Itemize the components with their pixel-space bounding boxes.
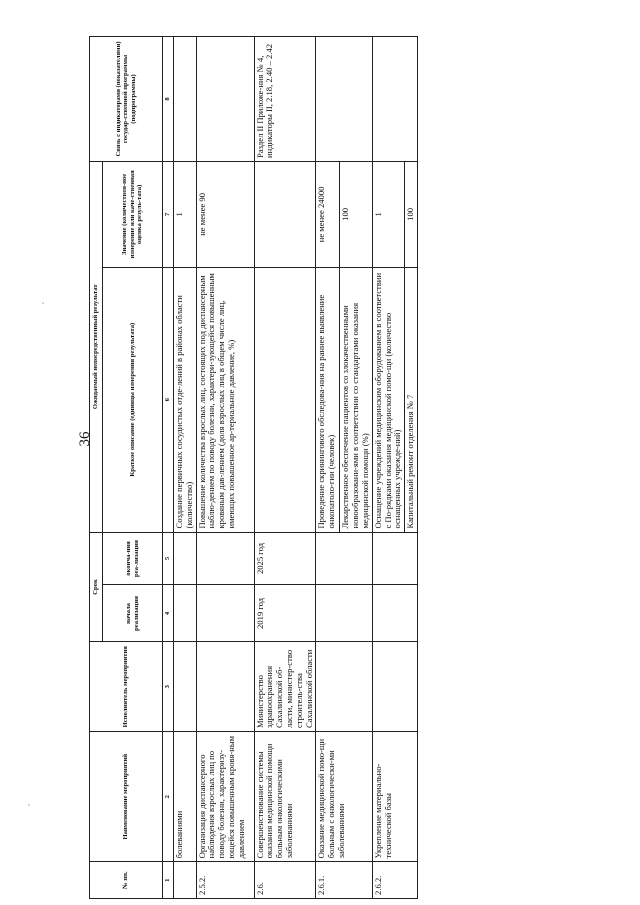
result-desc: Создание первичных сосудистых отде-лений в районах области (количество)	[174, 267, 197, 532]
rotated-table-page	[89, 36, 416, 899]
row-num	[174, 862, 197, 899]
table-row	[372, 37, 404, 899]
header-num: № пп.	[90, 862, 163, 899]
row-end: 2025 год	[254, 532, 316, 585]
row-num: 2.5.2.	[196, 862, 254, 899]
result-desc: Проведение скринингового обследова-ния на раннее выявление онкопатоло-гии (человек)	[316, 267, 340, 532]
column-number: 4	[163, 585, 174, 642]
column-number: 6	[163, 267, 174, 532]
row-start: 2019 год	[254, 585, 316, 642]
result-value: не менее 90	[196, 161, 254, 267]
row-start	[174, 585, 197, 642]
row-name: Совершенствование системы оказания медицинской помощи больным онкологическими заболеваниями	[254, 732, 316, 862]
result-desc: Оснащение учреждений медицинским оборудованием в соответствии с По-рядками оказания медицинской помо-щи (количество оснащенных учрежде-ний)	[372, 267, 404, 532]
row-start	[372, 585, 417, 642]
table-row	[316, 37, 340, 899]
row-name: Оказание медицинской помо-щи больным с онкологически-ми заболеваниями	[316, 732, 372, 862]
header-value: Значение (количествен-ное измерение или каче-ственная оценка резуль-тата)	[103, 161, 163, 267]
column-number: 5	[163, 532, 174, 585]
row-start	[196, 585, 254, 642]
row-num: 2.6.2.	[372, 862, 417, 899]
page-number: 36	[77, 431, 93, 447]
activities-table	[89, 36, 418, 899]
result-desc: Лекарственное обеспечение пациентов со злокачественными новообразовани-ями в соответствии со стандартами оказания медицинской помощи (%)	[340, 267, 372, 532]
column-number: 8	[163, 37, 174, 162]
row-link	[372, 37, 417, 162]
result-value: 1	[174, 161, 197, 267]
result-desc: Повышение количества взрослых лиц, состоящих под диспансерным наблю-дением по поводу болезни, характери-зующейся повышенным кровяным дав-лением (доля взрослых лиц в общем числе лиц, имеющих повышенное ар-териальное давление, %)	[196, 267, 254, 532]
row-end	[316, 532, 372, 585]
row-end	[174, 532, 197, 585]
result-value: 100	[340, 161, 372, 267]
result-desc: Капитальный ремонт отделения № 7	[405, 267, 418, 532]
column-number: 1	[163, 862, 174, 899]
table-row	[174, 37, 197, 899]
row-link	[174, 37, 197, 162]
row-num: 2.6.1.	[316, 862, 372, 899]
row-link	[316, 37, 372, 162]
row-executor	[196, 642, 254, 732]
result-value: не менее 24000	[316, 161, 340, 267]
header-result: Ожидаемый непосредственный результат	[90, 161, 103, 532]
result-value	[254, 161, 316, 267]
column-number: 2	[163, 732, 174, 862]
result-desc	[254, 267, 316, 532]
row-executor	[372, 642, 417, 732]
column-number-row	[163, 37, 174, 899]
row-name: Организация диспансерного наблюдения взрослых лиц по поводу болезни, характеризу-ющейся повышенным кровя-ным давлением	[196, 732, 254, 862]
table-row	[196, 37, 254, 899]
row-end	[196, 532, 254, 585]
header-name: Наименование мероприятий	[90, 732, 163, 862]
header-term: Срок	[90, 532, 103, 642]
row-name: Укрепление материально-технической базы	[372, 732, 417, 862]
result-value: 100	[405, 161, 418, 267]
row-executor: Министерство здравоохранения Сахалинской об-ласти, министер-ство строитель-ства Сахалинской области	[254, 642, 316, 732]
row-start	[316, 585, 372, 642]
row-executor	[174, 642, 197, 732]
column-number: 7	[163, 161, 174, 267]
header-executor: Исполнитель мероприятия	[90, 642, 163, 732]
row-end	[372, 532, 417, 585]
row-link: Раздел II Приложе-ния № 4, индикаторы II, 2.18, 2.40 – 2.42	[254, 37, 316, 162]
header-start: начала реализации	[103, 585, 163, 642]
table-row	[254, 37, 316, 899]
row-executor	[316, 642, 372, 732]
scan-speck	[28, 804, 30, 806]
row-link	[196, 37, 254, 162]
column-number: 3	[163, 642, 174, 732]
row-num: 2.6.	[254, 862, 316, 899]
header-link: Связь с индикаторами (показателями) государ-ственной программы (подпрограммы)	[90, 37, 163, 162]
scan-speck	[42, 302, 44, 304]
header-end: оконча-ния реа-лизации	[103, 532, 163, 585]
row-name: болеваниями	[174, 732, 197, 862]
result-value: 1	[372, 161, 404, 267]
header-desc: Краткое описание (единицы измерения результата)	[103, 267, 163, 532]
